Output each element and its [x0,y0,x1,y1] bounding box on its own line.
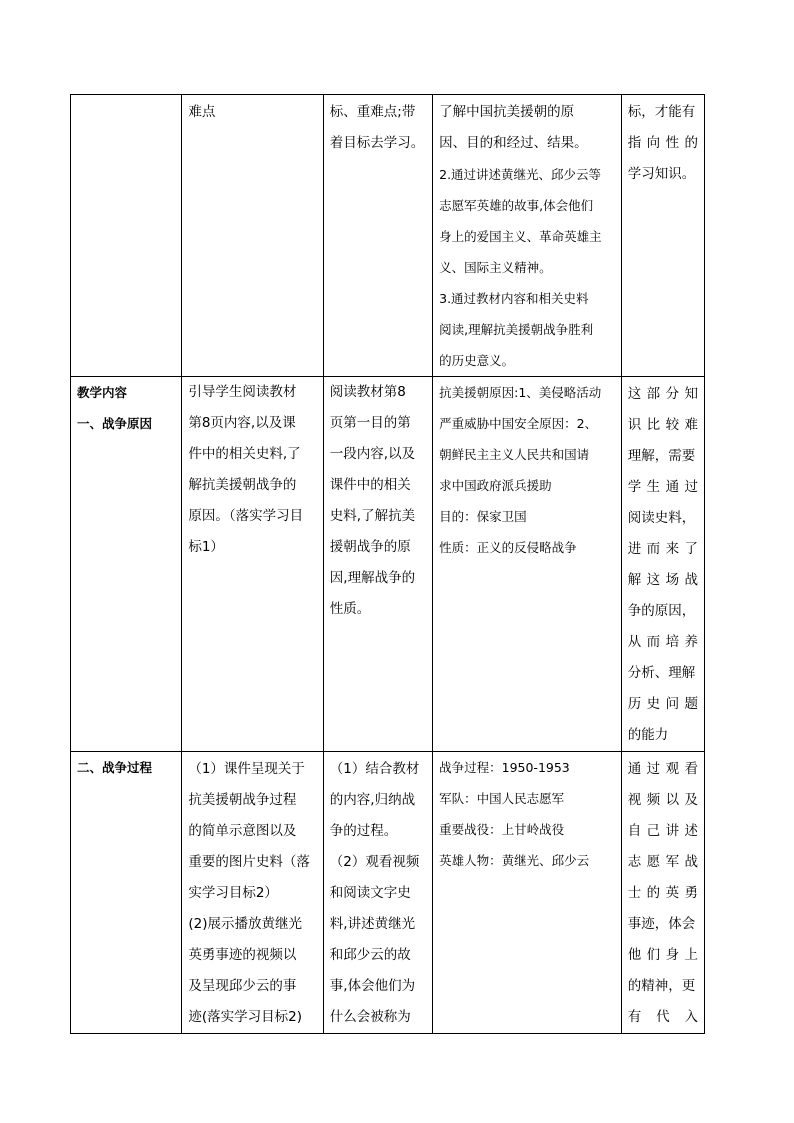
cell-text: 分析、理解 [627,665,696,681]
cell-text: 学习知识。 [627,166,696,182]
cell-text: （1）结合教材 [329,761,420,777]
cell-text: 课件中的相关 [329,477,411,493]
cell-text: 的精神，更 [627,978,696,994]
table-cell [621,377,704,752]
cell-text: 解这场战 [627,572,698,588]
cell-text: 这部分知 [627,386,698,402]
cell-text: 难点 [188,104,216,120]
cell-text: 着目标去学习。 [329,135,425,151]
cell-text: 的历史意义。 [439,353,515,368]
cell-text: 争的过程。 [329,823,398,839]
cell-text: （2）观看视频 [329,854,420,870]
table-cell [433,752,622,1034]
table-cell [433,377,622,752]
section-label: 教学内容 [77,385,128,400]
table-cell [323,95,432,377]
cell-text: 自己讲述 [627,823,698,839]
table-cell [182,377,323,752]
cell-text: 和阅读文字史 [329,885,411,901]
cell-text: 因,理解战争的 [329,570,416,586]
table-cell [323,752,432,1034]
cell-text: 身上的爱国主义、革命英雄主 [439,229,602,244]
cell-text: 阅读教材第8 [329,384,406,400]
cell-text: 抗美援朝战争过程 [188,792,297,808]
cell-text: 英勇事迹的视频以 [188,947,297,963]
cell-text: 一段内容,以及 [329,446,416,462]
cell-text: 页第一目的第 [329,415,411,431]
cell-text: 标、重难点;带 [329,104,416,120]
cell-text: 实学习目标2） [188,885,278,901]
cell-text: 义、国际主义精神。 [439,260,552,275]
cell-text: 理解，需要 [627,448,696,464]
cell-text: 的内容,归纳战 [329,792,416,808]
cell-text: 从而培养 [627,634,698,650]
cell-text: 第8页内容,以及课 [188,415,296,431]
cell-text: 重要战役：上甘岭战役 [439,822,565,837]
table-cell [433,95,622,377]
cell-text: 通过观看 [627,761,698,777]
cell-text: 目的：保家卫国 [439,509,527,524]
cell-text: 战争过程：1950-1953 [439,760,570,775]
cell-text: 英雄人物：黄继光、邱少云 [439,853,590,868]
cell-text: 志愿军英雄的故事,体会他们 [439,198,594,213]
cell-text: 军队：中国人民志愿军 [439,791,565,806]
cell-text: 性质。 [329,601,371,617]
cell-text: 学生通过 [627,479,698,495]
cell-text: 进而来了 [627,541,698,557]
cell-text: 因、目的和经过、结果。 [439,135,588,151]
cell-text: 的简单示意图以及 [188,823,297,839]
cell-text: 标1） [188,539,224,555]
cell-text: 识比较难 [627,417,698,433]
cell-text: 原因。（落实学习目 [188,508,304,524]
cell-text: 指向性的 [627,135,698,151]
table-cell [323,377,432,752]
table-cell [621,95,704,377]
cell-text: 阅读史料， [627,510,696,526]
cell-text: 士的英勇 [627,885,698,901]
table-cell [621,752,704,1034]
section-title: 二、战争过程 [77,760,153,775]
cell-text: 求中国政府派兵援助 [439,478,552,493]
cell-text: 迹(落实学习目标2) [188,1009,302,1025]
cell-text: 事,体会他们为 [329,978,416,994]
cell-text: 了解中国抗美援朝的原 [439,104,575,120]
cell-text: 标，才能有 [627,104,696,120]
table-row [71,95,705,377]
cell-text: 解抗美援朝战争的 [188,477,297,493]
table-row [71,752,705,1034]
cell-text: 及呈现邱少云的事 [188,978,297,994]
cell-text: 重要的图片史料（落 [188,854,310,870]
table-cell [182,95,323,377]
table-row [71,377,705,752]
cell-text: (2)展示播放黄继光 [188,916,302,932]
cell-text: 史料,了解抗美 [329,508,416,524]
section-title: 一、战争原因 [77,416,153,431]
cell-text: （1）课件呈现关于 [188,761,305,777]
cell-text: 阅读,理解抗美援朝战争胜利 [439,322,594,337]
table-cell [71,95,182,377]
table-cell [71,377,182,752]
cell-text: 严重威胁中国安全原因：2、 [439,416,598,431]
cell-text: 抗美援朝原因:1、美侵略活动 [439,385,602,400]
cell-text: 视频以及 [627,792,698,808]
cell-text: 援朝战争的原 [329,539,411,555]
table-cell [71,752,182,1034]
table-cell [182,752,323,1034]
cell-text: 有代入 [627,1009,698,1025]
cell-text: 事迹，体会 [627,916,696,932]
cell-text: 的能力 [627,727,669,743]
cell-text: 引导学生阅读教材 [188,384,297,400]
cell-text: 2.通过讲述黄继光、邱少云等 [439,167,602,182]
cell-text: 和邱少云的故 [329,947,411,963]
cell-text: 争的原因， [627,603,696,619]
cell-text: 料,讲述黄继光 [329,916,416,932]
cell-text: 性质：正义的反侵略战争 [439,540,577,555]
cell-text: 朝鲜民主主义人民共和国请 [439,447,590,462]
cell-text: 件中的相关史料,了 [188,446,301,462]
cell-text: 什么会被称为 [329,1009,411,1025]
cell-text: 他们身上 [627,947,698,963]
lesson-plan-table [70,94,705,1034]
cell-text: 3.通过教材内容和相关史料 [439,291,589,306]
cell-text: 历史问题 [627,696,698,712]
cell-text: 志愿军战 [627,854,698,870]
